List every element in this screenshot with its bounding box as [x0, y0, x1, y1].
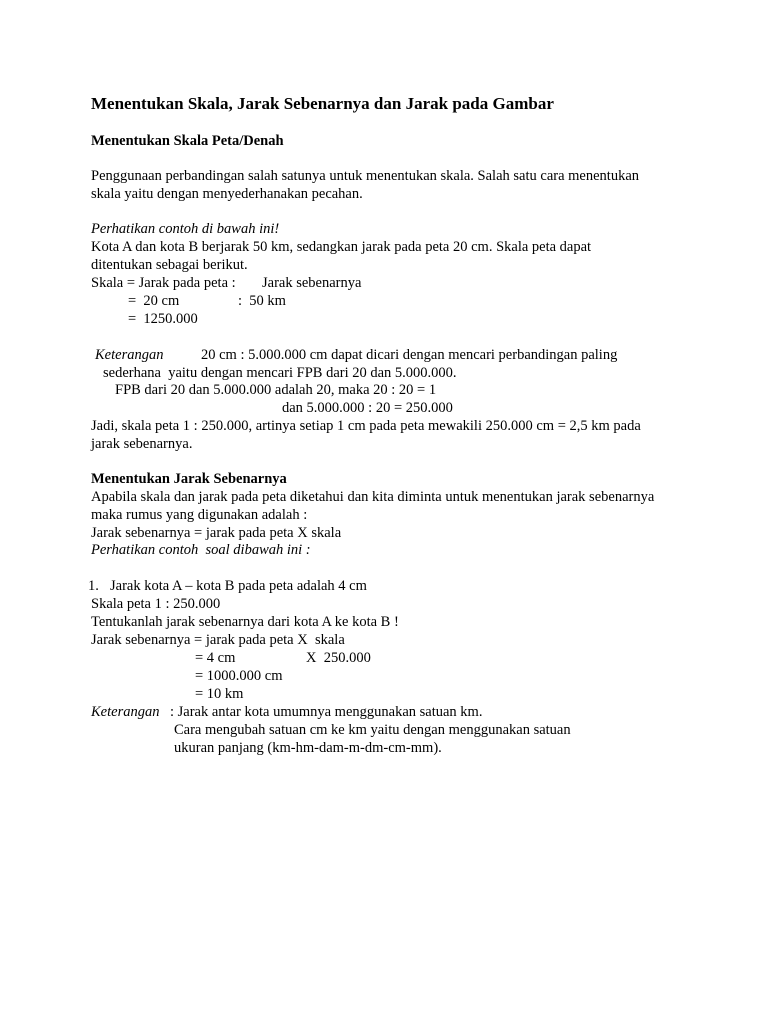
calc-text: = 4 cm [195, 650, 236, 666]
calc-text: X 250.000 [306, 650, 371, 666]
calc-text: = 10 km [195, 686, 244, 702]
example-prompt: Perhatikan contoh soal dibawah ini : [91, 542, 311, 558]
section-heading-skala: Menentukan Skala Peta/Denah [91, 133, 284, 149]
calc-text: : 50 km [238, 293, 286, 309]
list-item-text: Tentukanlah jarak sebenarnya dari kota A ke kota B ! [91, 614, 399, 630]
keterangan-label: Keterangan [91, 704, 160, 720]
paragraph-line: ditentukan sebagai berikut. [91, 257, 248, 273]
paragraph-line: skala yaitu dengan menyederhanakan pecahan. [91, 186, 363, 202]
example-prompt: Perhatikan contoh di bawah ini! [91, 221, 280, 237]
list-item-text: Jarak kota A – kota B pada peta adalah 4 cm [110, 578, 367, 594]
section-heading-jarak: Menentukan Jarak Sebenarnya [91, 471, 287, 487]
calc-text: = 1250.000 [128, 311, 198, 327]
calc-text: Skala = Jarak pada peta : [91, 275, 236, 291]
list-item-text: Skala peta 1 : 250.000 [91, 596, 221, 612]
page-title: Menentukan Skala, Jarak Sebenarnya dan Jarak pada Gambar [91, 94, 554, 113]
paragraph-line: maka rumus yang digunakan adalah : [91, 507, 308, 523]
paragraph-line: Apabila skala dan jarak pada peta diketahui dan kita diminta untuk menentukan jarak sebenarnya [91, 489, 655, 505]
paragraph-line: jarak sebenarnya. [91, 436, 193, 452]
paragraph-line: Jadi, skala peta 1 : 250.000, artinya setiap 1 cm pada peta mewakili 250.000 cm = 2,5 km pada [91, 418, 641, 434]
calc-text: = 1000.000 cm [195, 668, 283, 684]
paragraph-line: Penggunaan perbandingan salah satunya untuk menentukan skala. Salah satu cara menentukan [91, 168, 640, 184]
calc-text: Jarak sebenarnya [262, 275, 362, 291]
paragraph-line: Kota A dan kota B berjarak 50 km, sedangkan jarak pada peta 20 cm. Skala peta dapat [91, 239, 592, 255]
list-item-text: Jarak sebenarnya = jarak pada peta X skala [91, 632, 345, 648]
keterangan-text: ukuran panjang (km-hm-dam-m-dm-cm-mm). [174, 740, 442, 756]
keterangan-text: : Jarak antar kota umumnya menggunakan satuan km. [170, 704, 483, 720]
keterangan-text: Cara mengubah satuan cm ke km yaitu dengan menggunakan satuan [174, 722, 571, 738]
keterangan-text: FPB dari 20 dan 5.000.000 adalah 20, maka 20 : 20 = 1 [115, 382, 437, 398]
keterangan-label: Keterangan [95, 347, 164, 363]
keterangan-text: sederhana yaitu dengan mencari FPB dari 20 dan 5.000.000. [103, 365, 457, 381]
list-item-number: 1. [88, 578, 99, 594]
formula-text: Jarak sebenarnya = jarak pada peta X skala [91, 525, 342, 541]
keterangan-text: dan 5.000.000 : 20 = 250.000 [282, 400, 453, 416]
keterangan-text: 20 cm : 5.000.000 cm dapat dicari dengan mencari perbandingan paling [201, 347, 618, 363]
calc-text: = 20 cm [128, 293, 180, 309]
